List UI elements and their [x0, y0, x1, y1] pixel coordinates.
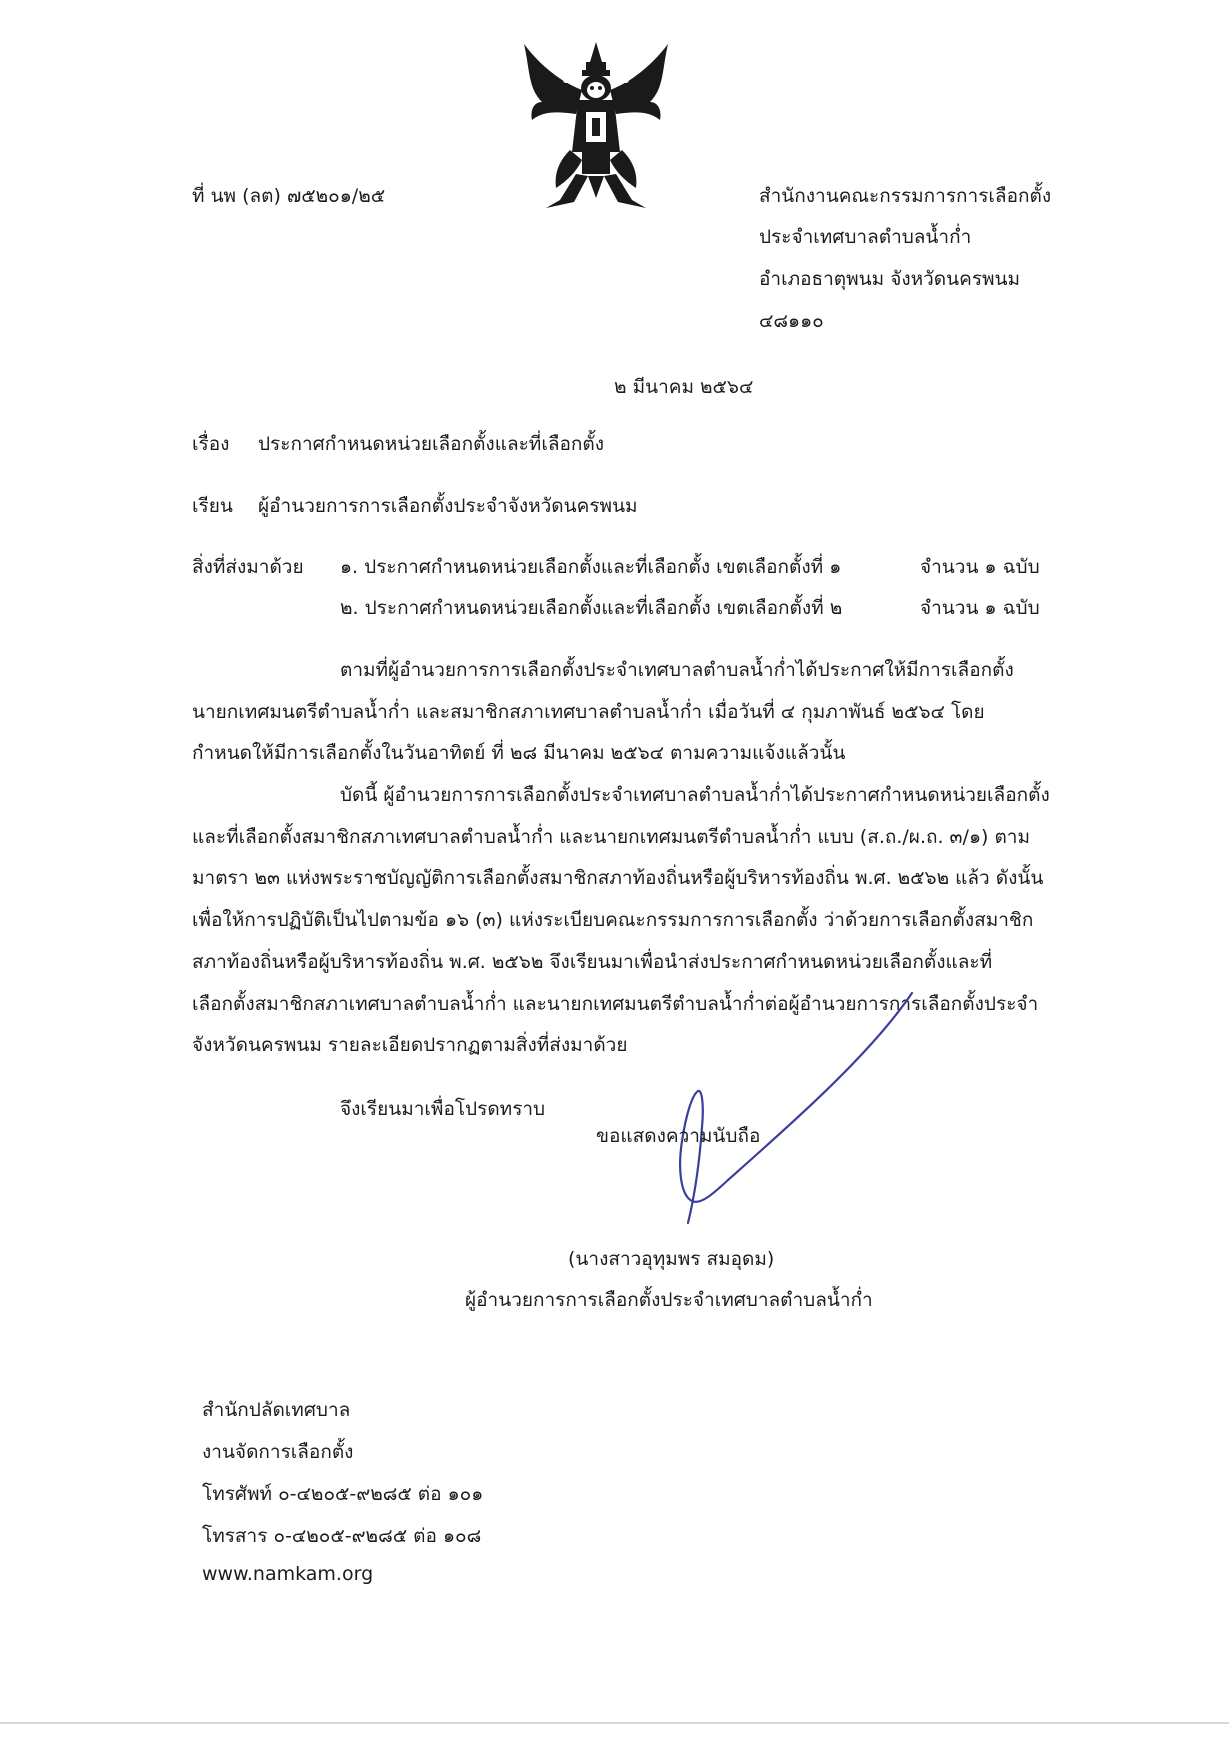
- footer-website-link[interactable]: www.namkam.org: [202, 1563, 374, 1585]
- signatory-name: (นางสาวอุทุมพร สมอุดม): [568, 1248, 775, 1270]
- body-para2-line-5: สภาท้องถิ่นหรือผู้บริหารท้องถิ่น พ.ศ. ๒๕๖๒ จึงเรียนมาเพื่อนำส่งประกาศกำหนดหน่วยเลือกตั้งและที่: [192, 951, 993, 973]
- enclosure-item-1: ๑. ประกาศกำหนดหน่วยเลือกตั้งและที่เลือกตั้ง เขตเลือกตั้งที่ ๑: [340, 556, 842, 578]
- reference-number: ที่ นพ (ลต) ๗๕๒๐๑/๒๕: [192, 185, 386, 207]
- body-para2-line-7: จังหวัดนครพนม รายละเอียดปรากฏตามสิ่งที่ส่งมาด้วย: [192, 1034, 628, 1056]
- body-para1-line-2: นายกเทศมนตรีตำบลน้ำก่ำ และสมาชิกสภาเทศบาลตำบลน้ำก่ำ เมื่อวันที่ ๔ กุมภาพันธ์ ๒๕๖๔ โดย: [192, 701, 985, 723]
- footer-phone: โทรศัพท์ ๐-๔๒๐๕-๙๒๘๕ ต่อ ๑๐๑: [202, 1483, 484, 1505]
- sender-address-line-2: ประจำเทศบาลตำบลน้ำก่ำ: [759, 226, 972, 248]
- sender-address-postcode: ๔๘๑๑๐: [759, 310, 824, 332]
- body-para2-line-3: มาตรา ๒๓ แห่งพระราชบัญญัติการเลือกตั้งสมาชิกสภาท้องถิ่นหรือผู้บริหารท้องถิ่น พ.ศ. ๒๕๖๒ แล้ว ดังนั้น: [192, 867, 1044, 889]
- footer-fax: โทรสาร ๐-๔๒๐๕-๙๒๘๕ ต่อ ๑๐๘: [202, 1525, 482, 1547]
- recipient-text: ผู้อำนวยการการเลือกตั้งประจำจังหวัดนครพนม: [258, 495, 638, 517]
- sender-address-line-1: สำนักงานคณะกรรมการการเลือกตั้ง: [759, 185, 1052, 207]
- body-para2-line-1: บัดนี้ ผู้อำนวยการการเลือกตั้งประจำเทศบาลตำบลน้ำก่ำได้ประกาศกำหนดหน่วยเลือกตั้ง: [340, 784, 1050, 806]
- enclosure-item-2: ๒. ประกาศกำหนดหน่วยเลือกตั้งและที่เลือกตั้ง เขตเลือกตั้งที่ ๒: [340, 597, 843, 619]
- footer-department: งานจัดการเลือกตั้ง: [202, 1441, 354, 1463]
- garuda-emblem-icon: [516, 40, 676, 210]
- closing-request: จึงเรียนมาเพื่อโปรดทราบ: [340, 1098, 546, 1120]
- enclosure-item-1-qty: จำนวน ๑ ฉบับ: [920, 556, 1040, 578]
- subject-label: เรื่อง: [192, 433, 230, 455]
- subject-text: ประกาศกำหนดหน่วยเลือกตั้งและที่เลือกตั้ง: [258, 433, 604, 455]
- scan-edge-divider: [0, 1722, 1229, 1724]
- enclosure-item-2-qty: จำนวน ๑ ฉบับ: [920, 597, 1040, 619]
- body-para2-line-2: และที่เลือกตั้งสมาชิกสภาเทศบาลตำบลน้ำก่ำ และนายกเทศมนตรีตำบลน้ำก่ำ แบบ (ส.ถ./ผ.ถ. ๓/๑) ตาม: [192, 826, 1030, 848]
- body-para2-line-4: เพื่อให้การปฏิบัติเป็นไปตามข้อ ๑๖ (๓) แห่งระเบียบคณะกรรมการการเลือกตั้ง ว่าด้วยการเลือกตั้งสมาชิก: [192, 909, 1034, 931]
- enclosures-label: สิ่งที่ส่งมาด้วย: [192, 556, 304, 578]
- sender-address-line-3: อำเภอธาตุพนม จังหวัดนครพนม: [759, 268, 1021, 290]
- regards-text: ขอแสดงความนับถือ: [596, 1125, 761, 1147]
- signatory-position: ผู้อำนวยการการเลือกตั้งประจำเทศบาลตำบลน้ำก่ำ: [465, 1289, 873, 1311]
- recipient-label: เรียน: [192, 495, 233, 517]
- letter-date: ๒ มีนาคม ๒๕๖๔: [614, 376, 754, 398]
- body-para1-line-3: กำหนดให้มีการเลือกตั้งในวันอาทิตย์ ที่ ๒๘ มีนาคม ๒๕๖๔ ตามความแจ้งแล้วนั้น: [192, 742, 846, 764]
- signature-icon: [640, 905, 940, 1235]
- body-para2-line-6: เลือกตั้งสมาชิกสภาเทศบาลตำบลน้ำก่ำ และนายกเทศมนตรีตำบลน้ำก่ำต่อผู้อำนวยการการเลือกตั้งประจำ: [192, 993, 1039, 1015]
- footer-office: สำนักปลัดเทศบาล: [202, 1399, 351, 1421]
- body-para1-line-1: ตามที่ผู้อำนวยการการเลือกตั้งประจำเทศบาลตำบลน้ำก่ำได้ประกาศให้มีการเลือกตั้ง: [340, 659, 1014, 681]
